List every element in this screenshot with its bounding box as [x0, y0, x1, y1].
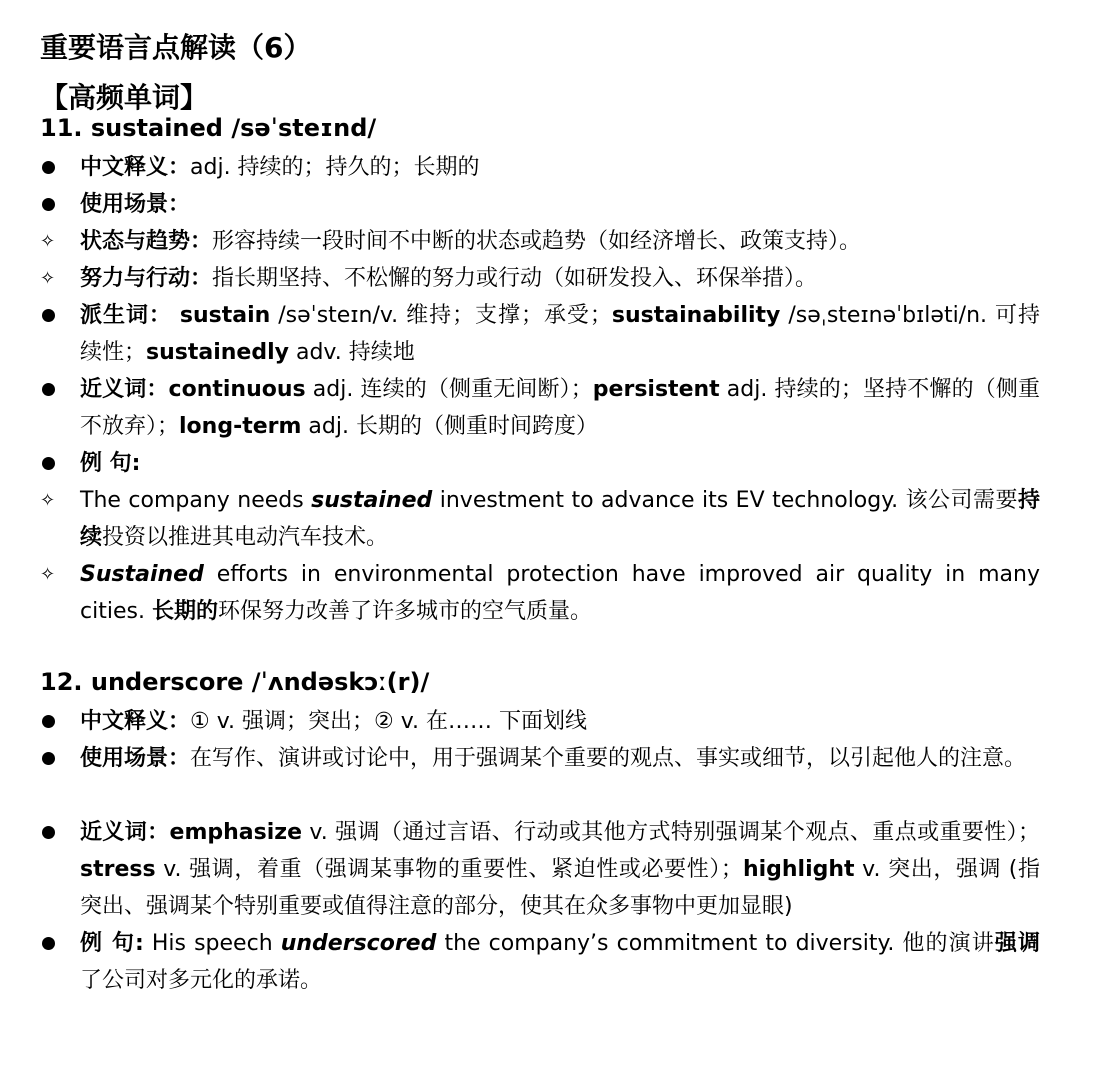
word-11-meaning: 中文释义：adj. 持续的；持久的；长期的 — [40, 149, 1040, 186]
diamond-bullet-icon: ✧ — [40, 490, 56, 511]
word-11-usage: 使用场景： — [40, 186, 1040, 223]
word-11-example-1: ✧ The company needs sustained investment to advance its EV technology. 该公司需要持续投资以推进其电动汽车技术。 — [40, 482, 1040, 556]
bullet-dot-icon — [40, 149, 64, 186]
section-heading: 【高频单词】 — [40, 81, 209, 114]
page-title: 重要语言点解读（6） — [40, 31, 312, 64]
bullet-dot-icon — [40, 925, 64, 962]
word-11-derivatives: 派生词： sustain /səˈsteɪn/v. 维持；支撑；承受；sustainability /səˌsteɪnəˈbɪləti/n. 可持续性；sustainedly adv. 持续地 — [40, 297, 1040, 371]
bullet-dot-icon — [40, 297, 64, 334]
bullet-dot-icon — [40, 445, 64, 482]
word-11-usage-2: ✧ 努力与行动：指长期坚持、不松懈的努力或行动（如研发投入、环保举措）。 — [40, 260, 1040, 297]
word-11-usage-1: ✧ 状态与趋势：形容持续一段时间不中断的状态或趋势（如经济增长、政策支持）。 — [40, 223, 1040, 260]
word-12-example: 例 句: His speech underscored the company’s commitment to diversity. 他的演讲强调了公司对多元化的承诺。 — [40, 925, 1040, 999]
diamond-bullet-icon: ✧ — [40, 564, 56, 585]
diamond-bullet-icon: ✧ — [40, 231, 56, 252]
word-12-meaning: 中文释义：① v. 强调；突出；② v. 在…… 下面划线 — [40, 703, 1040, 740]
word-11-heading: 11. sustained /səˈsteɪnd/ — [40, 114, 377, 142]
word-12-synonyms: 近义词：emphasize v. 强调（通过言语、行动或其他方式特别强调某个观点、重点或重要性）；stress v. 强调，着重（强调某事物的重要性、紧迫性或必要性）；highlight v. 突出，强调 (指突出、强调某个特别重要或值得注意的部分，使其在众多事物中更加显眼) — [40, 814, 1040, 925]
diamond-bullet-icon: ✧ — [40, 268, 56, 289]
word-11-example-2: ✧ Sustained efforts in environmental protection have improved air quality in many cities. 长期的环保努力改善了许多城市的空气质量。 — [40, 556, 1040, 630]
bullet-dot-icon — [40, 371, 64, 408]
bullet-dot-icon — [40, 814, 64, 851]
bullet-dot-icon — [40, 186, 64, 223]
word-11-examples-label: 例 句: — [40, 445, 1040, 482]
bullet-dot-icon — [40, 740, 64, 777]
word-12-usage: 使用场景：在写作、演讲或讨论中，用于强调某个重要的观点、事实或细节，以引起他人的注意。 — [40, 740, 1040, 777]
word-12-heading: 12. underscore /ˈʌndəskɔː(r)/ — [40, 668, 430, 696]
bullet-dot-icon — [40, 703, 64, 740]
word-11-synonyms: 近义词：continuous adj. 连续的（侧重无间断）；persistent adj. 持续的；坚持不懈的（侧重不放弃）；long-term adj. 长期的（侧重时间跨度） — [40, 371, 1040, 445]
